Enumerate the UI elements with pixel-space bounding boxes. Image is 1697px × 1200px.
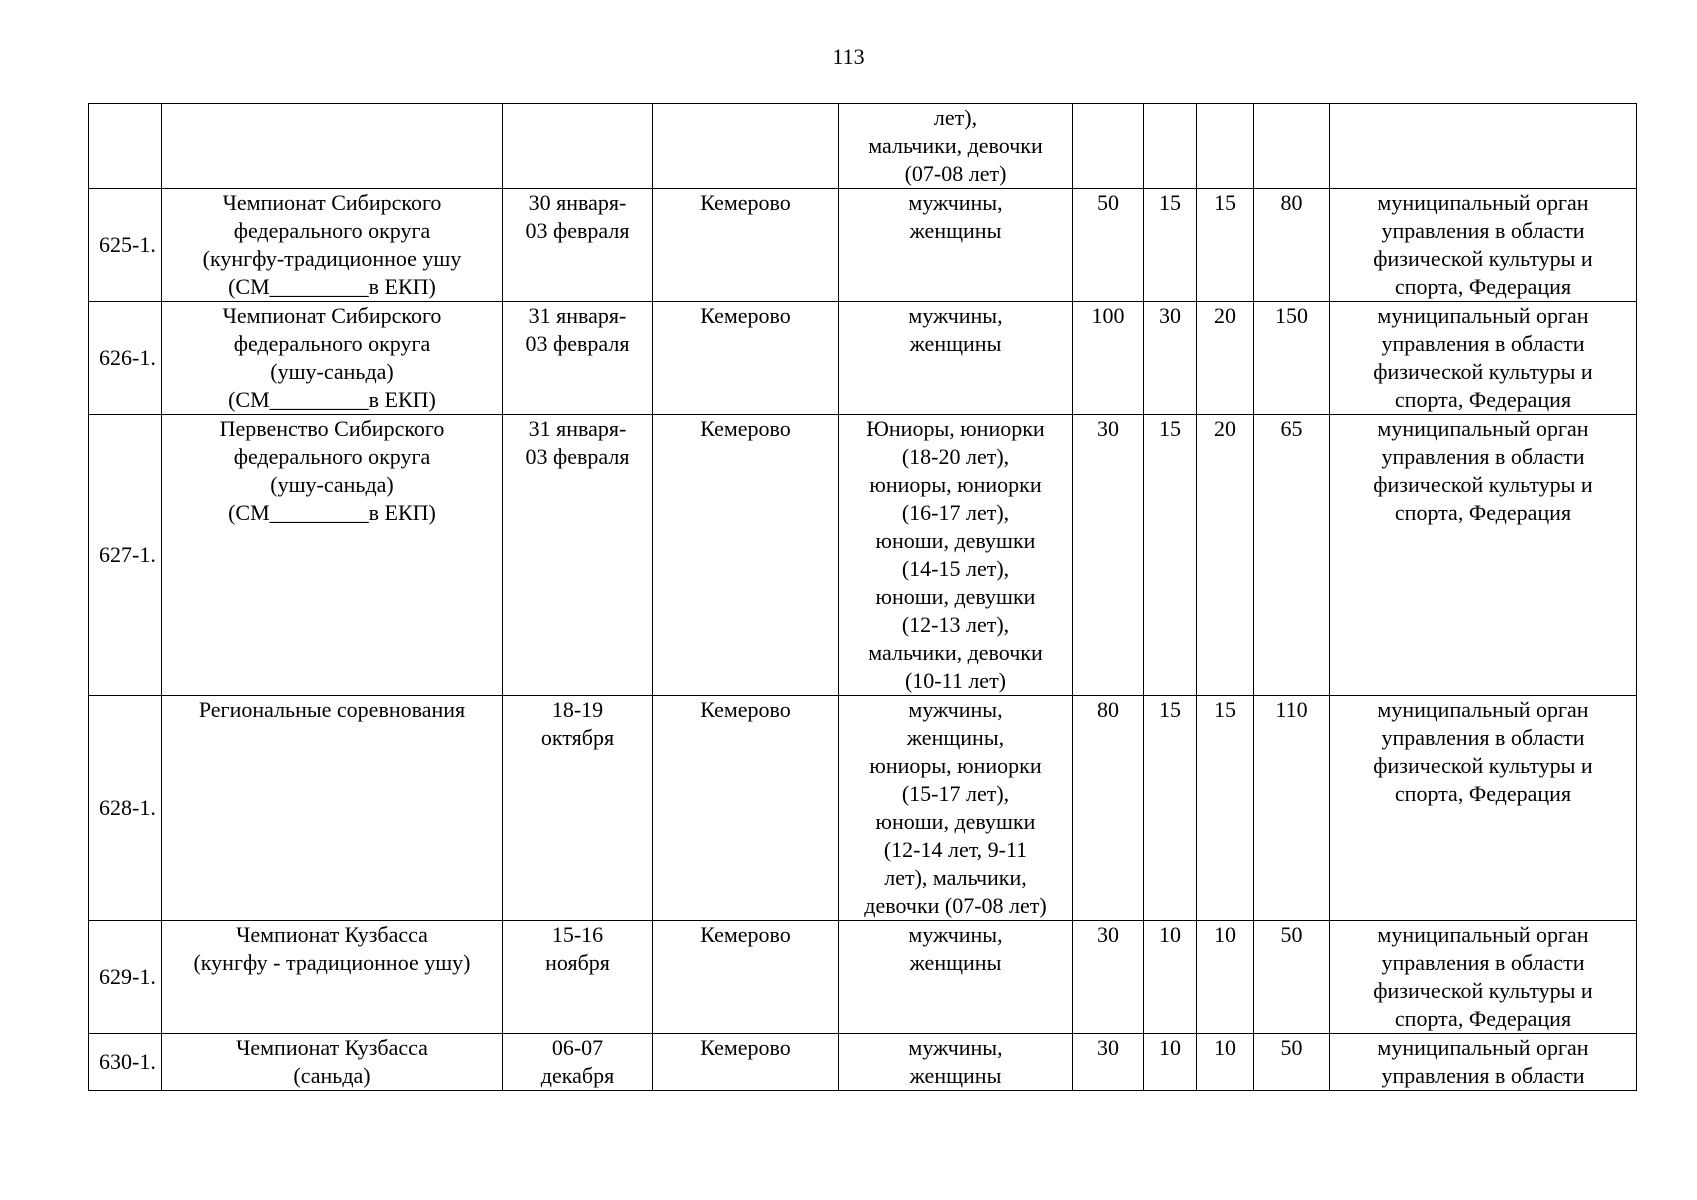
count-2 [1144,104,1197,189]
event-number: 629-1. [89,921,162,1034]
event-name [162,104,503,189]
event-dates [503,104,653,189]
event-number: 626-1. [89,302,162,415]
organizer: муниципальный орган управления в области физической культуры и спорта, Федерация [1330,921,1637,1034]
count-2: 30 [1144,302,1197,415]
event-name: Чемпионат Сибирского федерального округа (кунгфу-традиционное ушу (СМ_________в ЕКП) [162,189,503,302]
event-name: Чемпионат Кузбасса (саньда) [162,1034,503,1091]
event-number [89,104,162,189]
count-1 [1073,104,1144,189]
event-dates: 31 января- 03 февраля [503,415,653,696]
table-row [89,1034,1637,1091]
event-dates: 31 января- 03 февраля [503,302,653,415]
table-row [89,415,1637,696]
organizer: муниципальный орган управления в области [1330,1034,1637,1091]
organizer: муниципальный орган управления в области физической культуры и спорта, Федерация [1330,302,1637,415]
count-total: 50 [1254,1034,1330,1091]
participant-groups: мужчины, женщины [839,302,1073,415]
table-row [89,104,1637,189]
count-1: 30 [1073,415,1144,696]
count-2: 15 [1144,189,1197,302]
table-row [89,921,1637,1034]
count-1: 30 [1073,1034,1144,1091]
count-3: 10 [1197,1034,1254,1091]
event-name: Чемпионат Сибирского федерального округа (ушу-саньда) (СМ_________в ЕКП) [162,302,503,415]
count-1: 30 [1073,921,1144,1034]
count-total: 110 [1254,696,1330,921]
table-row [89,302,1637,415]
event-place [653,104,839,189]
event-place: Кемерово [653,696,839,921]
count-total: 150 [1254,302,1330,415]
event-dates: 18-19 октября [503,696,653,921]
event-dates: 06-07 декабря [503,1034,653,1091]
event-number: 625-1. [89,189,162,302]
participant-groups: мужчины, женщины [839,189,1073,302]
organizer [1330,104,1637,189]
event-place: Кемерово [653,921,839,1034]
organizer: муниципальный орган управления в области физической культуры и спорта, Федерация [1330,415,1637,696]
organizer: муниципальный орган управления в области физической культуры и спорта, Федерация [1330,696,1637,921]
count-total: 80 [1254,189,1330,302]
event-number: 628-1. [89,696,162,921]
event-place: Кемерово [653,415,839,696]
organizer: муниципальный орган управления в области физической культуры и спорта, Федерация [1330,189,1637,302]
participant-groups: мужчины, женщины, юниоры, юниорки (15-17 лет), юноши, девушки (12-14 лет, 9-11 лет), мальчики, девочки (07-08 лет) [839,696,1073,921]
event-name: Первенство Сибирского федерального округа (ушу-саньда) (СМ_________в ЕКП) [162,415,503,696]
count-3: 20 [1197,415,1254,696]
participant-groups: Юниоры, юниорки (18-20 лет), юниоры, юниорки (16-17 лет), юноши, девушки (14-15 лет), юноши, девушки (12-13 лет), мальчики, девочки (10-11 лет) [839,415,1073,696]
event-place: Кемерово [653,189,839,302]
event-dates: 15-16 ноября [503,921,653,1034]
participant-groups: мужчины, женщины [839,921,1073,1034]
count-1: 100 [1073,302,1144,415]
count-2: 10 [1144,1034,1197,1091]
count-total: 50 [1254,921,1330,1034]
count-3: 15 [1197,696,1254,921]
participant-groups: лет), мальчики, девочки (07-08 лет) [839,104,1073,189]
count-total [1254,104,1330,189]
events-table [88,103,1637,1091]
count-3: 10 [1197,921,1254,1034]
event-number: 627-1. [89,415,162,696]
count-2: 15 [1144,415,1197,696]
count-3 [1197,104,1254,189]
count-1: 80 [1073,696,1144,921]
count-3: 20 [1197,302,1254,415]
count-2: 10 [1144,921,1197,1034]
event-place: Кемерово [653,1034,839,1091]
event-place: Кемерово [653,302,839,415]
count-total: 65 [1254,415,1330,696]
table-row [89,189,1637,302]
participant-groups: мужчины, женщины [839,1034,1073,1091]
count-2: 15 [1144,696,1197,921]
event-name: Чемпионат Кузбасса (кунгфу - традиционное ушу) [162,921,503,1034]
event-dates: 30 января- 03 февраля [503,189,653,302]
event-name: Региональные соревнования [162,696,503,921]
page-number: 113 [832,44,865,69]
count-3: 15 [1197,189,1254,302]
event-number: 630-1. [89,1034,162,1091]
table-row [89,696,1637,921]
count-1: 50 [1073,189,1144,302]
